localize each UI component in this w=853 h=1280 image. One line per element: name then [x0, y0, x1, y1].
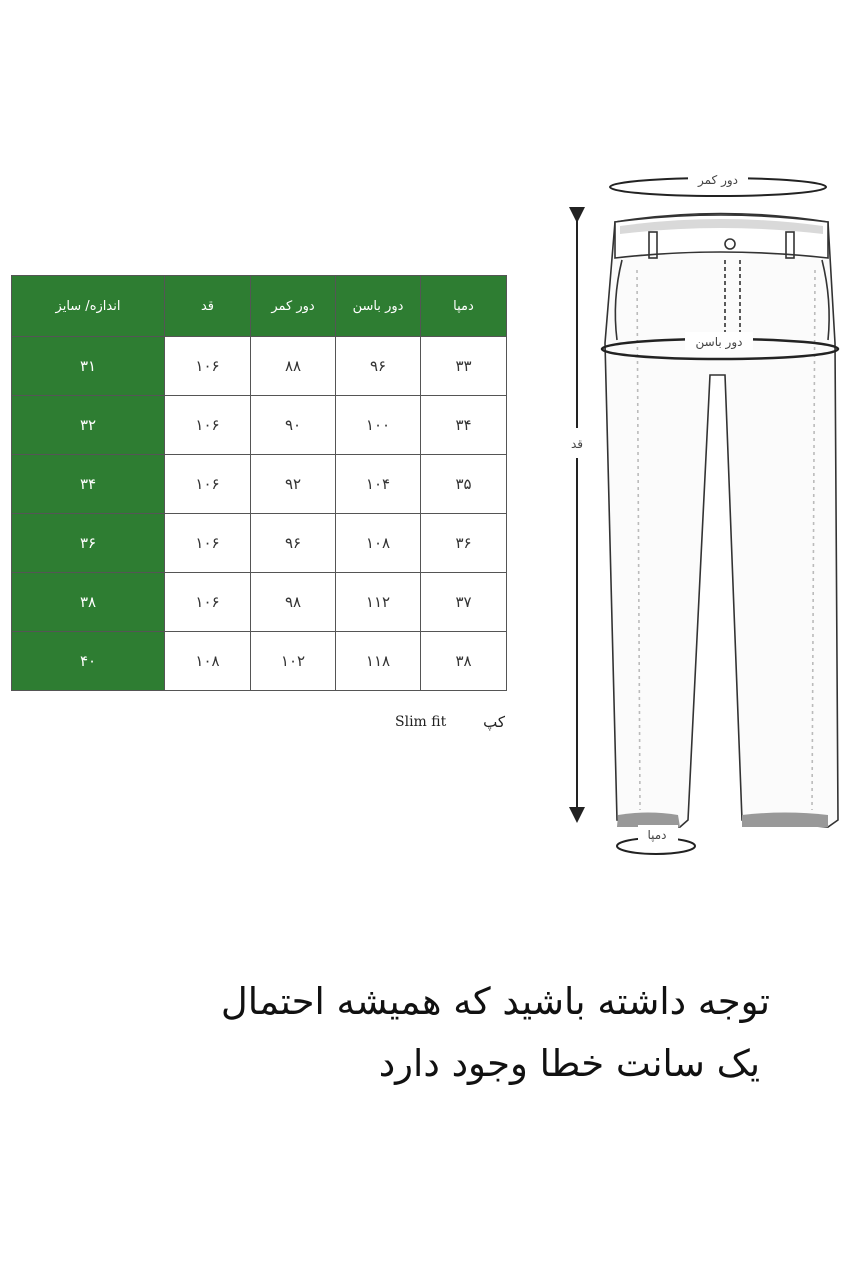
hip-cell: ۱۱۸ — [336, 632, 421, 691]
waist-cell: ۹۰ — [251, 396, 336, 455]
hip-cell: ۱۰۰ — [336, 396, 421, 455]
table-row — [12, 632, 507, 691]
length-cell: ۱۰۸ — [165, 632, 251, 691]
hip-cell: ۱۰۸ — [336, 514, 421, 573]
length-label: قد — [570, 437, 584, 451]
table-row — [12, 573, 507, 632]
fit-label — [395, 713, 505, 731]
hip-cell: ۱۱۲ — [336, 573, 421, 632]
hem-measure — [617, 825, 695, 854]
note-line-1: توجه داشته باشید که همیشه احتمال — [220, 980, 770, 1023]
hem-cell: ۳۸ — [421, 632, 507, 691]
hem-cell: ۳۵ — [421, 455, 507, 514]
table-row — [12, 337, 507, 396]
hip-label: دور باسن — [695, 335, 743, 349]
hem-cell: ۳۳ — [421, 337, 507, 396]
note-line-2: یک سانت خطا وجود دارد — [378, 1042, 760, 1085]
header-length: قد — [165, 276, 251, 337]
table-row — [12, 455, 507, 514]
hem-label: دمپا — [647, 828, 667, 842]
size-cell: ۳۶ — [12, 514, 165, 573]
waist-cell: ۹۲ — [251, 455, 336, 514]
size-cell: ۳۲ — [12, 396, 165, 455]
size-cell: ۳۴ — [12, 455, 165, 514]
hem-cell: ۳۶ — [421, 514, 507, 573]
waist-cell: ۱۰۲ — [251, 632, 336, 691]
header-hem: دمپا — [421, 276, 507, 337]
hem-cell: ۳۷ — [421, 573, 507, 632]
table-row — [12, 396, 507, 455]
header-hip: دور باسن — [336, 276, 421, 337]
length-measure — [567, 215, 587, 815]
waist-cell: ۹۶ — [251, 514, 336, 573]
length-cell: ۱۰۶ — [165, 514, 251, 573]
size-cell: ۴۰ — [12, 632, 165, 691]
length-cell: ۱۰۶ — [165, 455, 251, 514]
header-size: اندازه/ سایز — [12, 276, 165, 337]
waist-measure — [610, 170, 826, 196]
length-cell: ۱۰۶ — [165, 337, 251, 396]
pants-outline — [605, 214, 838, 828]
table-row — [12, 514, 507, 573]
length-cell: ۱۰۶ — [165, 573, 251, 632]
fit-label-fa: کپ — [483, 713, 505, 731]
table-header-row — [12, 276, 507, 337]
waist-cell: ۸۸ — [251, 337, 336, 396]
pants-diagram — [560, 160, 845, 860]
hip-cell: ۱۰۴ — [336, 455, 421, 514]
hip-cell: ۹۶ — [336, 337, 421, 396]
length-cell: ۱۰۶ — [165, 396, 251, 455]
size-cell: ۳۸ — [12, 573, 165, 632]
waist-cell: ۹۸ — [251, 573, 336, 632]
waist-label: دور کمر — [697, 173, 739, 187]
size-cell: ۳۱ — [12, 337, 165, 396]
hem-cell: ۳۴ — [421, 396, 507, 455]
size-table — [11, 275, 507, 691]
header-waist: دور کمر — [251, 276, 336, 337]
fit-label-en: Slim fit — [395, 714, 447, 730]
